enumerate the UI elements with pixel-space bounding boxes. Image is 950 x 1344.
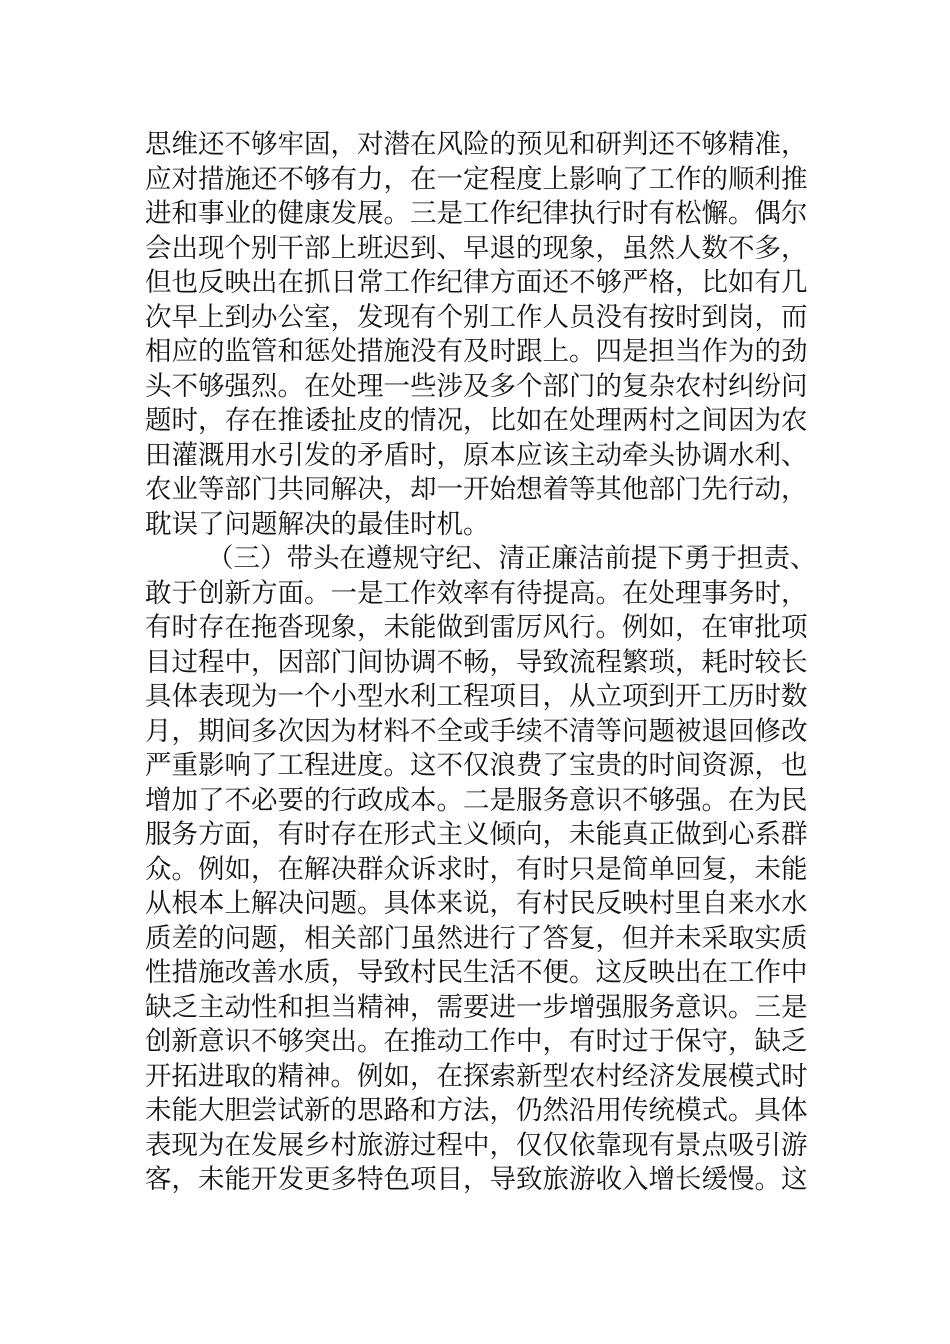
text-line: 农业等部门共同解决，却一开始想着等其他部门先行动， (145, 474, 808, 505)
text-line: 众。例如，在解决群众诉求时，有时只是简单回复，未能 (145, 853, 808, 885)
text-line: 缺乏主动性和担当精神，需要进一步增强服务意识。三是 (145, 991, 808, 1023)
text-line: 相应的监管和惩处措施没有及时跟上。四是担当作为的劲 (145, 336, 808, 367)
text-line: 目过程中，因部门间协调不畅，导致流程繁琐，耗时较长 (145, 646, 808, 678)
text-line: 严重影响了工程进度。这不仅浪费了宝贵的时间资源，也 (145, 750, 808, 781)
text-line: 客，未能开发更多特色项目，导致旅游收入增长缓慢。这 (145, 1164, 808, 1195)
body-text (145, 128, 825, 1198)
text-line: 进和事业的健康发展。三是工作纪律执行时有松懈。偶尔 (145, 198, 808, 229)
text-line: 题时，存在推诿扯皮的情况，比如在处理两村之间因为农 (145, 405, 808, 436)
text-line: 次早上到办公室，发现有个别工作人员没有按时到岗，而 (145, 301, 808, 333)
section-heading-line: （三）带头在遵规守纪、清正廉洁前提下勇于担责、 (207, 543, 817, 574)
text-line: 应对措施还不够有力，在一定程度上影响了工作的顺利推 (145, 163, 808, 195)
text-line: 服务方面，有时存在形式主义倾向，未能真正做到心系群 (145, 819, 808, 850)
text-line: 耽误了问题解决的最佳时机。 (145, 508, 490, 540)
text-line: 月，期间多次因为材料不全或手续不清等问题被退回修改 (145, 715, 808, 747)
text-line: 头不够强烈。在处理一些涉及多个部门的复杂农村纠纷问 (145, 370, 808, 402)
text-line: 创新意识不够突出。在推动工作中，有时过于保守，缺乏 (145, 1026, 808, 1057)
text-line: 但也反映出在抓日常工作纪律方面还不够严格，比如有几 (145, 267, 808, 298)
text-line: 田灌溉用水引发的矛盾时，原本应该主动牵头协调水利、 (145, 439, 808, 471)
text-line: 敢于创新方面。一是工作效率有待提高。在处理事务时， (145, 577, 808, 609)
text-line: 从根本上解决问题。具体来说，有村民反映村里自来水水 (145, 888, 808, 919)
text-line: 性措施改善水质，导致村民生活不便。这反映出在工作中 (145, 957, 808, 988)
text-line: 表现为在发展乡村旅游过程中，仅仅依靠现有景点吸引游 (145, 1129, 808, 1161)
text-line: 质差的问题，相关部门虽然进行了答复，但并未采取实质 (145, 922, 808, 954)
text-line: 会出现个别干部上班迟到、早退的现象，虽然人数不多， (145, 232, 808, 264)
text-line: 未能大胆尝试新的思路和方法，仍然沿用传统模式。具体 (145, 1095, 808, 1126)
text-line: 增加了不必要的行政成本。二是服务意识不够强。在为民 (145, 784, 808, 816)
text-line: 有时存在拖沓现象，未能做到雷厉风行。例如，在审批项 (145, 612, 808, 643)
text-line: 思维还不够牢固，对潜在风险的预见和研判还不够精准， (145, 129, 808, 160)
text-line: 具体表现为一个小型水利工程项目，从立项到开工历时数 (145, 681, 808, 712)
text-line: 开拓进取的精神。例如，在探索新型农村经济发展模式时 (145, 1060, 808, 1092)
